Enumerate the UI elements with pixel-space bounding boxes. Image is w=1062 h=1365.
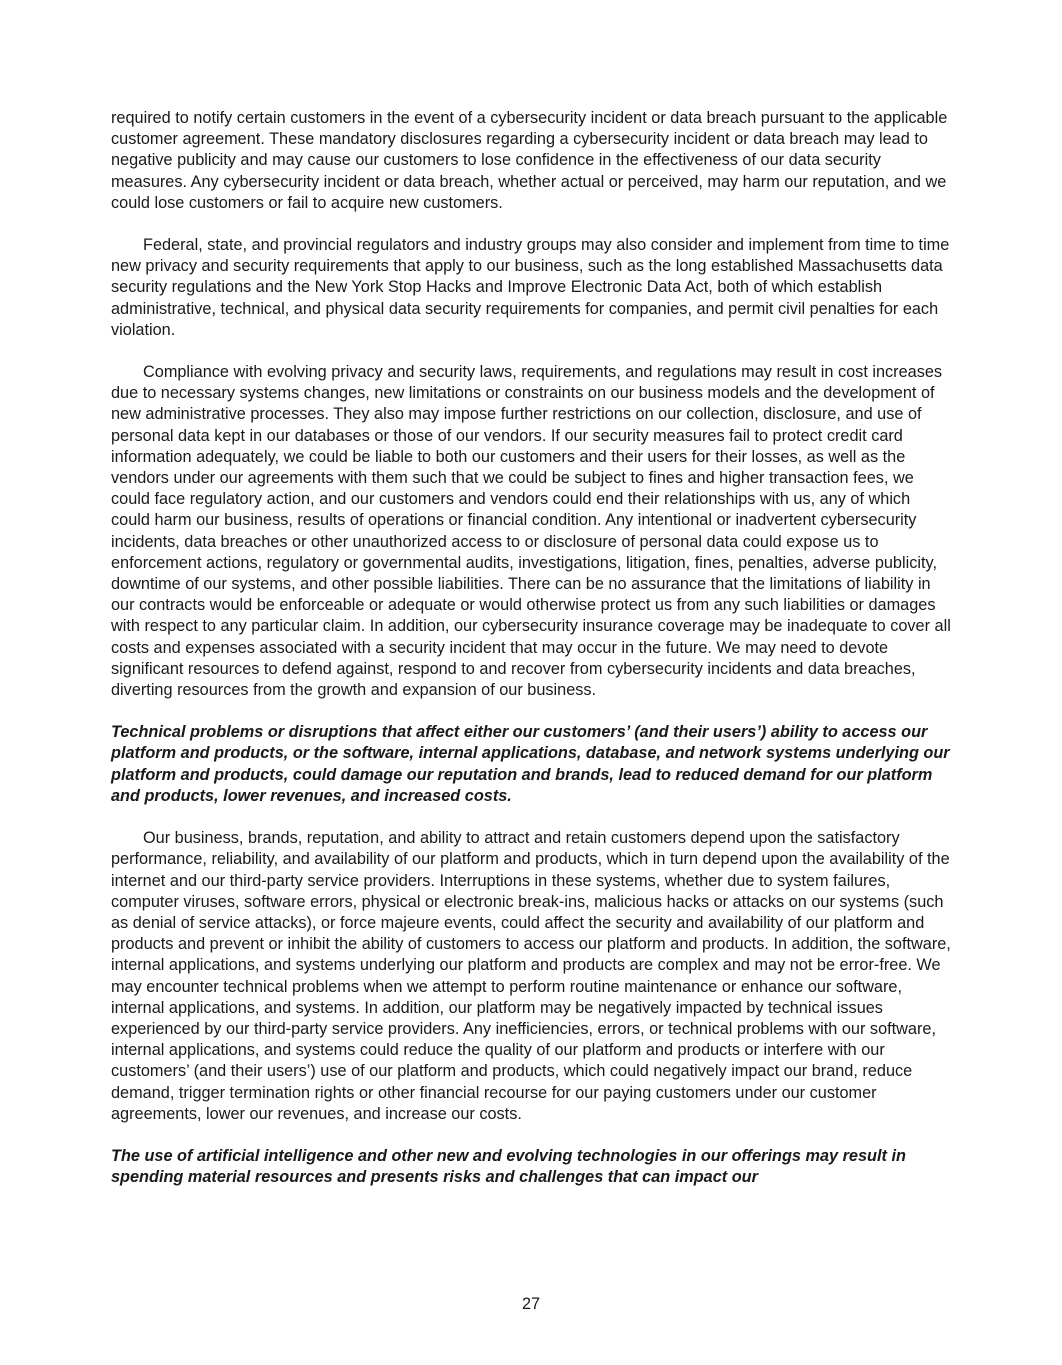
paragraph-regulators: Federal, state, and provincial regulators and industry groups may also consider and implement from time to time new privacy and security requirements that apply to our business, such as the long established Massachusetts data security regulations and the New York Stop Hacks and Improve Electronic Data Act, both of which establish administrative, technical, and physical data security requirements for companies, and permit civil penalties for each violation.: [111, 236, 950, 339]
paragraph-compliance: Compliance with evolving privacy and security laws, requirements, and regulations may result in cost increases due to necessary systems changes, new limitations or constraints on our business models and the development of new administrative processes. They also may impose further restrictions on our collection, disclosure, and use of personal data kept in our databases or those of our vendors. If our security measures fail to protect credit card information adequately, we could be liable to both our customers and their users for their losses, as well as the vendors under our agreements with them such that we could be subject to fines and higher transaction fees, we could face regulatory action, and our customers and vendors could end their relationships with us, any of which could harm our business, results of operations or financial condition. Any intentional or inadvertent cybersecurity incidents, data breaches or other unauthorized access to or disclosure of personal data could expose us to enforcement actions, regulatory or governmental audits, investigations, litigation, fines, penalties, adverse publicity, downtime of our systems, and other possible liabilities. There can be no assurance that the limitations of liability in our contracts would be enforceable or adequate or would otherwise protect us from any such liabilities or damages with respect to any particular claim. In addition, our cybersecurity insurance coverage may be inadequate to cover all costs and expenses associated with a security incident that may occur in the future. We may need to devote significant resources to defend against, respond to and recover from cybersecurity incidents and data breaches, diverting resources from the growth and expansion of our business.: [111, 363, 951, 700]
risk-heading-technical-problems: Technical problems or disruptions that affect either our customers’ (and their users’) ability to access our platform and products, or the software, internal applications, database, and network systems underlying our platform and products, could damage our reputation and brands, lead to reduced demand for our platform and products, lower revenues, and increased costs.: [111, 723, 950, 805]
document-page: [111, 108, 951, 1209]
paragraph-business-brands: Our business, brands, reputation, and ability to attract and retain customers depend upon the satisfactory performance, reliability, and availability of our platform and products, which in turn depend upon the availability of the internet and our third-party service providers. Interruptions in these systems, whether due to system failures, computer viruses, software errors, physical or electronic break-ins, malicious hacks or attacks on our systems (such as denial of service attacks), or force majeure events, could affect the security and availability of our platform and products and prevent or inhibit the ability of customers to access our platform and products. In addition, the software, internal applications, and systems underlying our platform and products are complex and may not be error-free. We may encounter technical problems when we attempt to perform routine maintenance or enhance our software, internal applications, and systems. In addition, our platform may be negatively impacted by technical issues experienced by our third-party service providers. Any inefficiencies, errors, or technical problems with our software, internal applications, and systems could reduce the quality of our platform and products or interfere with our customers’ (and their users’) use of our platform and products, which could negatively impact our brand, reduce demand, trigger termination rights or other financial recourse for our paying customers under our customer agreements, lower our revenues, and increase our costs.: [111, 829, 951, 1123]
risk-heading-artificial-intelligence: The use of artificial intelligence and other new and evolving technologies in our offerings may result in spending material resources and presents risks and challenges that can impact our: [111, 1146, 906, 1187]
page-number: 27: [521, 1295, 541, 1313]
paragraph-cybersecurity-disclosure: required to notify certain customers in the event of a cybersecurity incident or data breach pursuant to the applicable customer agreement. These mandatory disclosures regarding a cybersecurity incident or data breach may lead to negative publicity and may cause our customers to lose confidence in the effectiveness of our data security measures. Any cybersecurity incident or data breach, whether actual or perceived, may harm our reputation, and we could lose customers or fail to acquire new customers.: [111, 109, 948, 212]
